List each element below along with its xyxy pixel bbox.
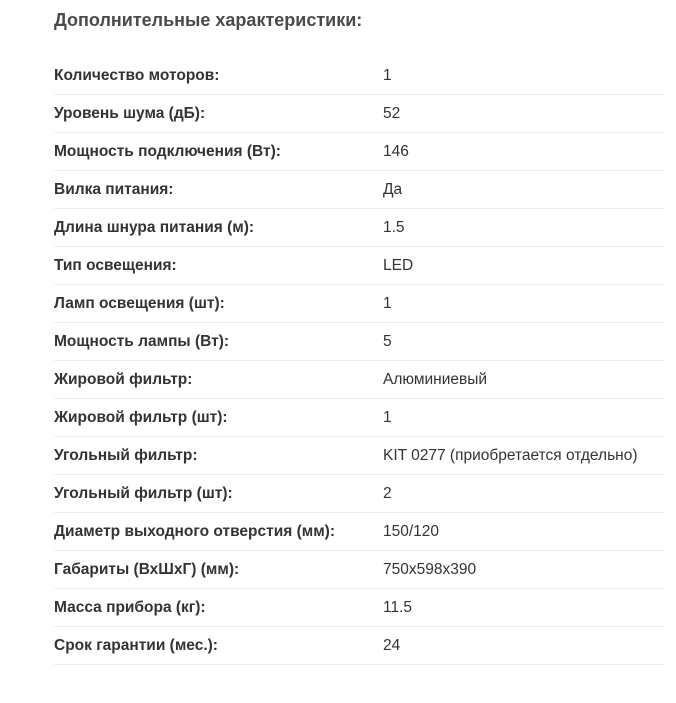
spec-row <box>54 589 664 627</box>
spec-name: Диаметр выходного отверстия (мм): <box>54 522 335 540</box>
spec-name: Ламп освещения (шт): <box>54 294 225 312</box>
spec-row <box>54 209 664 247</box>
spec-name: Жировой фильтр: <box>54 370 193 388</box>
spec-name: Мощность лампы (Вт): <box>54 332 230 350</box>
spec-value: KIT 0277 (приобретается отдельно) <box>383 446 638 464</box>
spec-row <box>54 57 664 95</box>
spec-value: 1 <box>383 294 392 312</box>
spec-name: Угольный фильтр: <box>54 446 198 464</box>
spec-row <box>54 323 664 361</box>
spec-value: 1.5 <box>383 218 405 236</box>
spec-value: 2 <box>383 484 392 502</box>
spec-value: 24 <box>383 636 401 654</box>
spec-name: Уровень шума (дБ): <box>54 104 206 122</box>
specs-list <box>54 57 664 665</box>
spec-row <box>54 437 664 475</box>
spec-row <box>54 285 664 323</box>
spec-name: Угольный фильтр (шт): <box>54 484 233 502</box>
spec-row <box>54 513 664 551</box>
spec-name: Габариты (ВхШхГ) (мм): <box>54 560 240 578</box>
spec-value: 750x598x390 <box>383 560 477 578</box>
spec-value: 52 <box>383 104 401 122</box>
spec-value: 1 <box>383 408 392 426</box>
section-title: Дополнительные характеристики: <box>54 10 363 30</box>
spec-value: LED <box>383 256 414 274</box>
spec-value: 11.5 <box>383 598 413 616</box>
spec-value: 146 <box>383 142 409 160</box>
spec-row <box>54 627 664 665</box>
spec-value: 150/120 <box>383 522 440 540</box>
spec-name: Вилка питания: <box>54 180 174 198</box>
spec-row <box>54 171 664 209</box>
spec-name: Жировой фильтр (шт): <box>54 408 228 426</box>
spec-value: Алюминиевый <box>383 370 488 388</box>
spec-row <box>54 95 664 133</box>
spec-name: Мощность подключения (Вт): <box>54 142 281 160</box>
spec-name: Срок гарантии (мес.): <box>54 636 218 654</box>
additional-specs-section <box>54 0 664 665</box>
spec-row <box>54 247 664 285</box>
spec-name: Тип освещения: <box>54 256 177 274</box>
spec-row <box>54 551 664 589</box>
spec-row <box>54 133 664 171</box>
spec-name: Длина шнура питания (м): <box>54 218 255 236</box>
spec-row <box>54 475 664 513</box>
spec-name: Количество моторов: <box>54 66 220 84</box>
spec-row <box>54 399 664 437</box>
spec-name: Масса прибора (кг): <box>54 598 206 616</box>
spec-value: 1 <box>383 66 392 84</box>
spec-value: 5 <box>383 332 392 350</box>
spec-value: Да <box>383 180 403 198</box>
spec-row <box>54 361 664 399</box>
